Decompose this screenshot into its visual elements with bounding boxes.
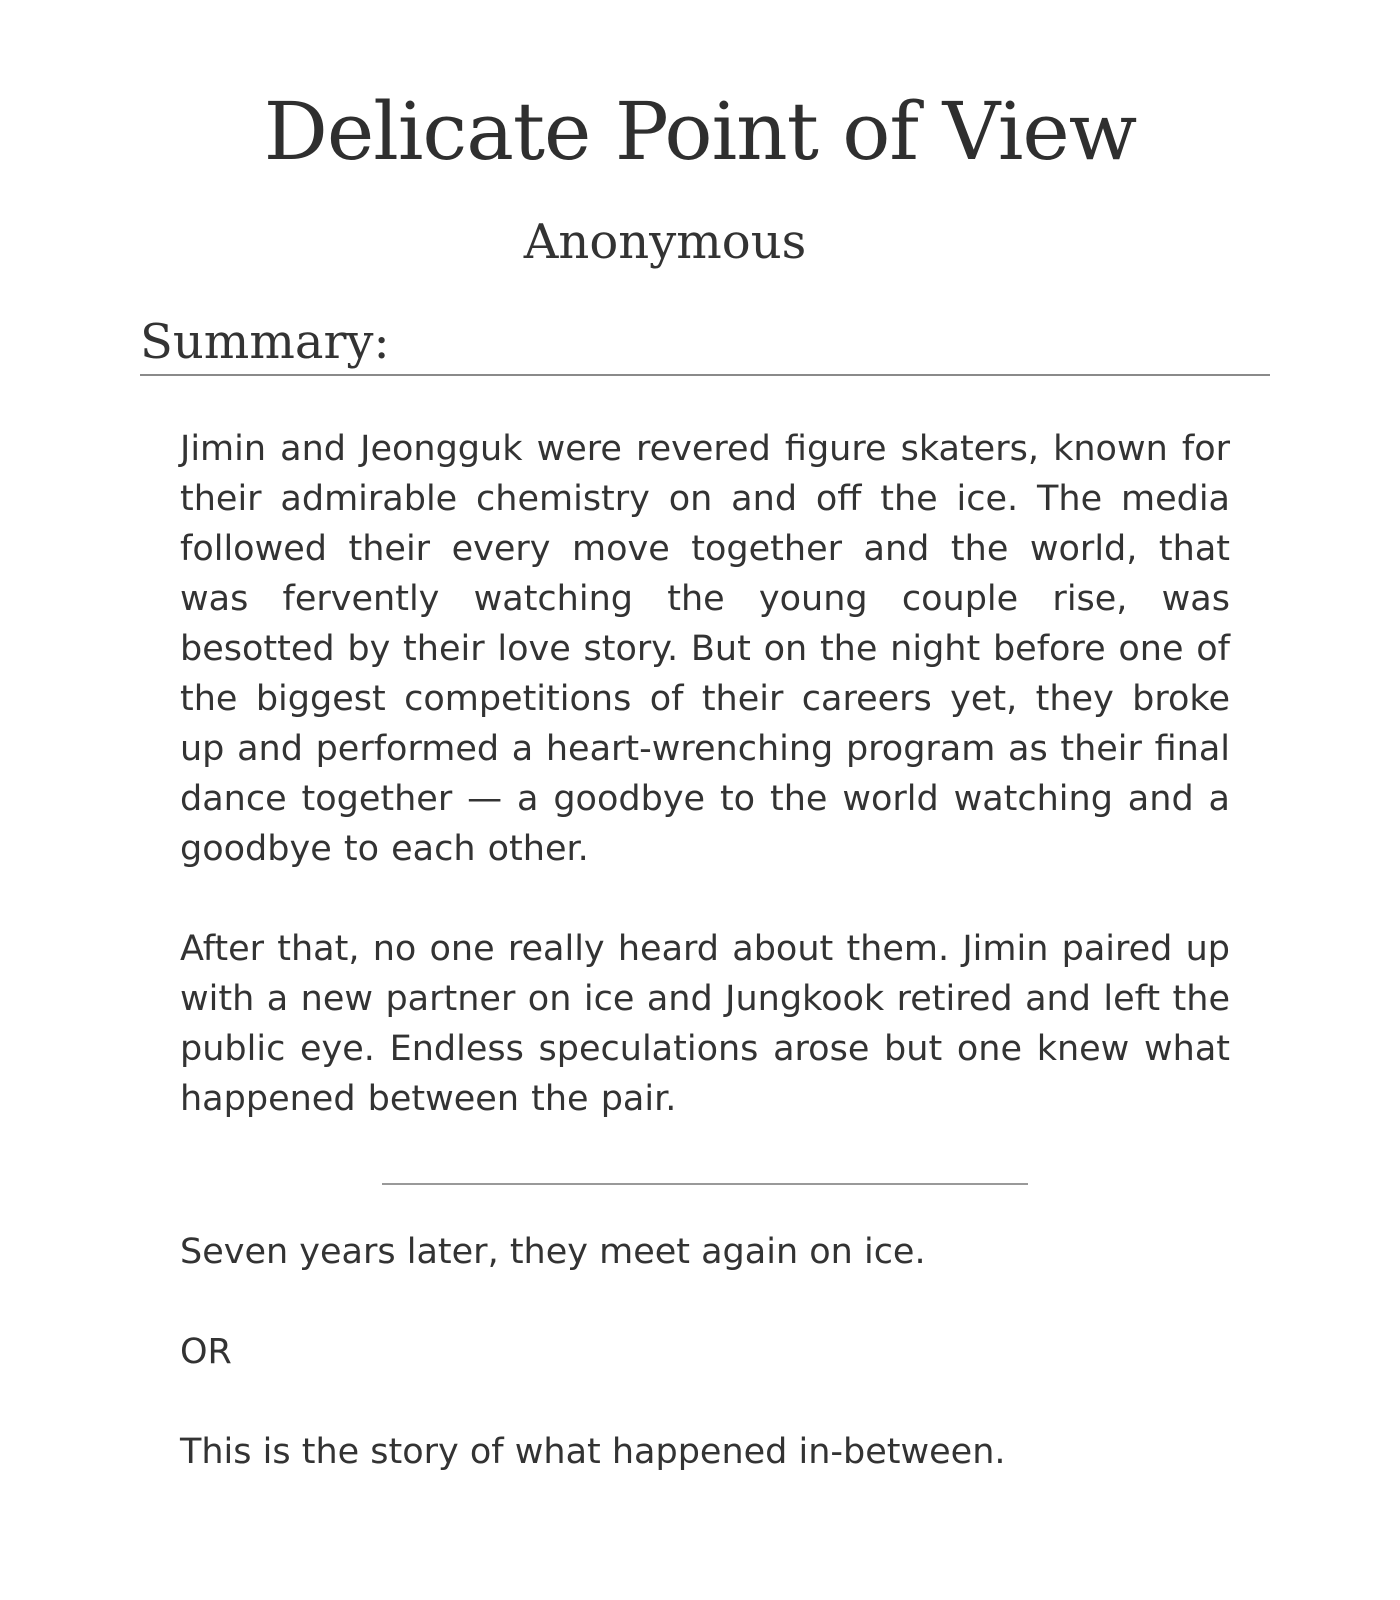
summary-after-divider bbox=[180, 1227, 1230, 1527]
summary-paragraph: This is the story of what happened in-between. bbox=[180, 1432, 1006, 1472]
summary-heading: Summary: bbox=[140, 312, 1270, 376]
work-title: Delicate Point of View bbox=[263, 85, 1137, 178]
summary-body bbox=[180, 424, 1230, 1174]
summary-paragraph: OR bbox=[180, 1332, 232, 1372]
summary-paragraph: Jimin and Jeongguk were revered figure skaters, known for their admirable chemistry on and off the ice. The media followed their every move together and the world, that was fervently watching the young couple rise, was besotted by their love story. But on the night before one of the biggest competitions of their careers yet, they broke up and performed a heart-wrenching program as their final dance together — a goodbye to the world watching and a goodbye to each other. bbox=[180, 429, 1230, 869]
summary-paragraph: Seven years later, they meet again on ice. bbox=[180, 1232, 926, 1272]
section-divider bbox=[382, 1183, 1028, 1185]
summary-paragraph: After that, no one really heard about them. Jimin paired up with a new partner on ice and Jungkook retired and left the public eye. Endless speculations arose but one knew what happened between the pair. bbox=[180, 929, 1230, 1119]
work-author: Anonymous bbox=[523, 214, 807, 270]
